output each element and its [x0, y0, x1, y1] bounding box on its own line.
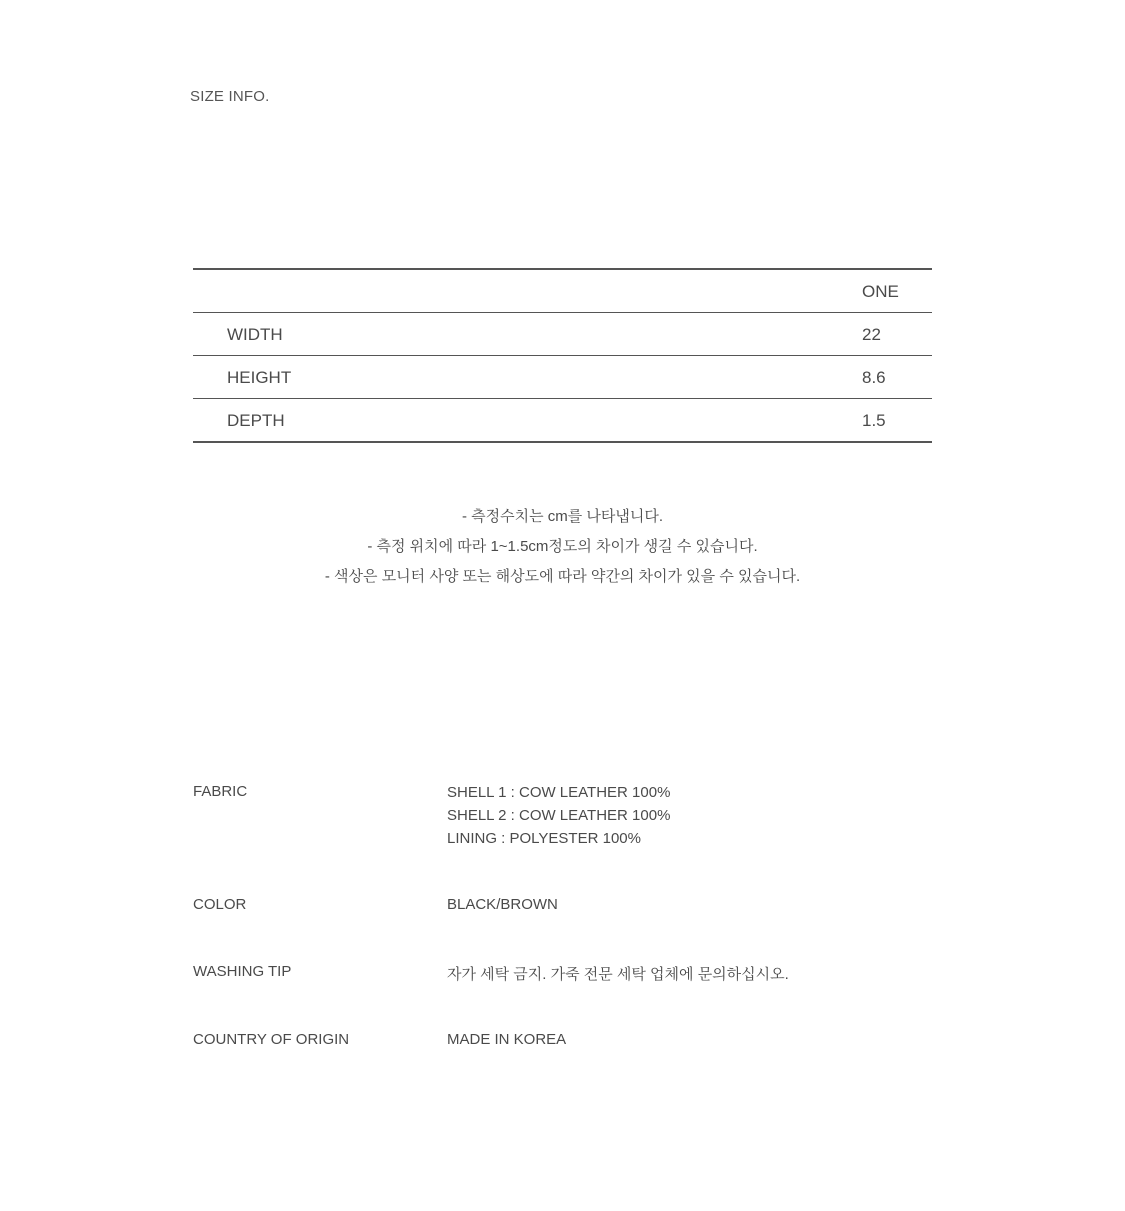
measurement-notes [0, 505, 1125, 595]
row-label: WIDTH [227, 325, 283, 344]
fabric-label: FABRIC [193, 783, 248, 800]
washing-tip-value: 자가 세탁 금지. 가죽 전문 세탁 업체에 문의하십시오. [447, 966, 789, 983]
fabric-line: SHELL 2 : COW LEATHER 100% [447, 807, 671, 824]
row-value: 1.5 [862, 411, 886, 430]
row-value: 8.6 [862, 368, 886, 387]
fabric-line: LINING : POLYESTER 100% [447, 830, 641, 847]
color-value: BLACK/BROWN [447, 896, 558, 913]
row-value: 22 [862, 325, 881, 344]
origin-label: COUNTRY OF ORIGIN [193, 1031, 350, 1048]
table-row [193, 399, 932, 443]
note-line: - 측정수치는 cm를 나타냅니다. [461, 508, 664, 525]
origin-value: MADE IN KOREA [447, 1031, 567, 1048]
color-label: COLOR [193, 896, 247, 913]
row-label: HEIGHT [227, 368, 292, 387]
row-label: DEPTH [227, 411, 285, 430]
washing-tip-label: WASHING TIP [193, 963, 292, 980]
table-row [193, 356, 932, 399]
fabric-value [447, 783, 670, 852]
table-header-row [193, 270, 932, 313]
page-title: SIZE INFO. [190, 88, 270, 105]
table-row [193, 313, 932, 356]
table-column-header: ONE [862, 282, 899, 301]
size-table [193, 268, 932, 443]
note-line: - 측정 위치에 따라 1~1.5cm정도의 차이가 생길 수 있습니다. [367, 538, 758, 555]
note-line: - 색상은 모니터 사양 또는 해상도에 따라 약간의 차이가 있을 수 있습니다. [324, 568, 801, 585]
fabric-line: SHELL 1 : COW LEATHER 100% [447, 784, 671, 801]
